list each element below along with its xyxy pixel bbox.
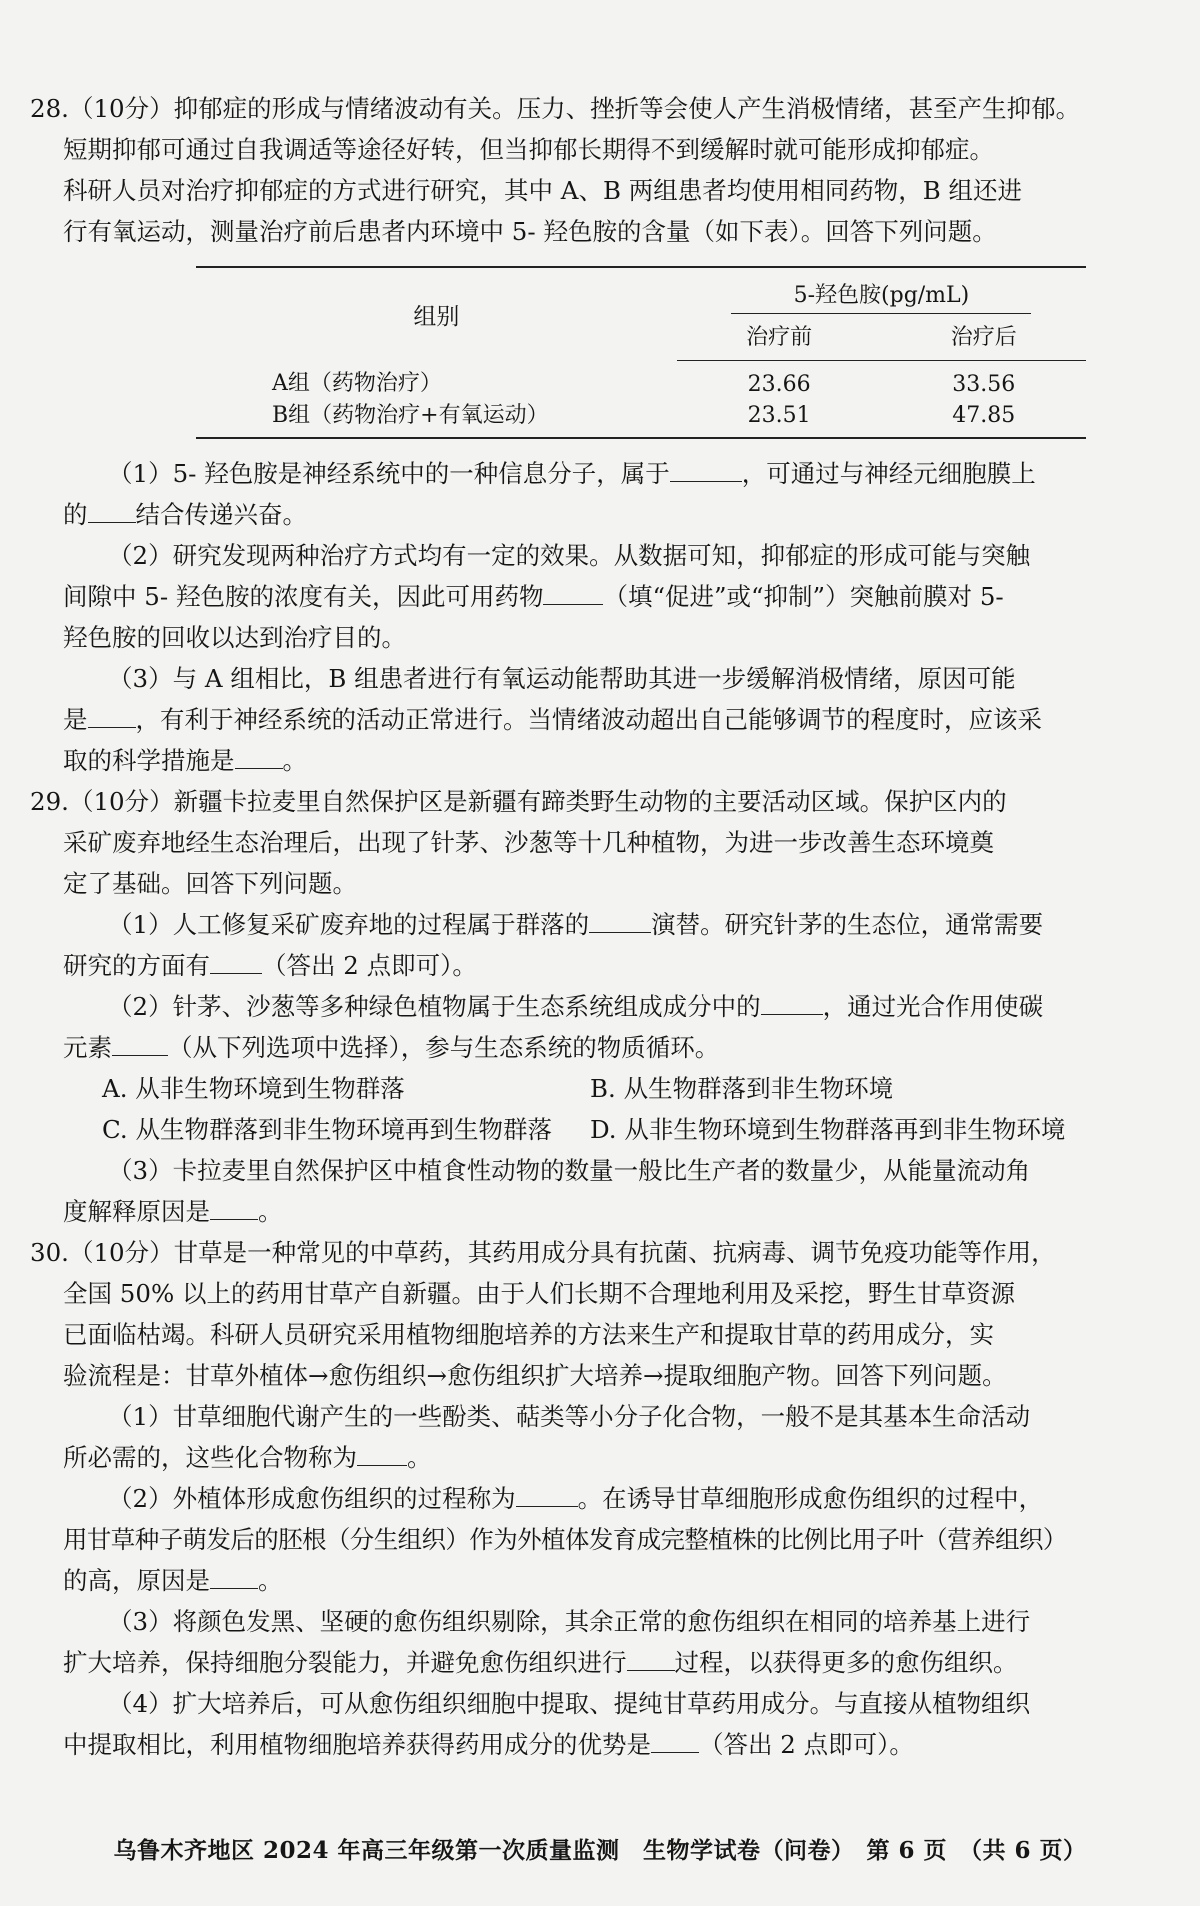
q28-sub-1: （1）5- 羟色胺是神经系统中的一种信息分子，属于 ，可通过与神经元细胞膜上 (108, 458, 1036, 488)
q30-stem-line-3: 已面临枯竭。科研人员研究采用植物细胞培养的方法来生产和提取甘草的药用成分，实 (63, 1319, 994, 1349)
q28-stem-line-1: 28.（10分）抑郁症的形成与情绪波动有关。压力、挫折等会使人产生消极情绪，甚至产生抑郁。 (30, 94, 1081, 123)
answer-blank[interactable] (88, 707, 136, 728)
q30-sub-1: （1）甘草细胞代谢产生的一些酚类、萜类等小分子化合物，一般不是其基本生命活动 (108, 1401, 1031, 1431)
answer-blank[interactable] (210, 1568, 258, 1589)
table-header-serotonin: 5-羟色胺(pg/mL) (731, 278, 1031, 314)
page-footer: 乌鲁木齐地区 2024 年高三年级第一次质量监测 生物学试卷（问卷） 第 6 页 （共 6 页） (113, 1837, 1087, 1864)
q28-stem-line-2: 短期抑郁可通过自我调适等途径好转，但当抑郁长期得不到缓解时就可能形成抑郁症。 (63, 135, 994, 164)
option-c: C. 从生物群落到非生物环境再到生物群落 (102, 1114, 552, 1144)
answer-blank[interactable] (670, 461, 742, 482)
answer-blank[interactable] (235, 748, 283, 769)
table-header-after: 治疗后 (881, 314, 1086, 360)
q29-stem-line-2: 采矿废弃地经生态治理后，出现了针茅、沙葱等十几种植物，为进一步改善生态环境奠 (63, 827, 994, 857)
q29-stem-line-3: 定了基础。回答下列问题。 (63, 868, 357, 898)
question-30: 30.（10分）甘草是一种常见的中草药，其药用成分具有抗菌、抗病毒、调节免疫功能等作用， 全国 50% 以上的药用甘草产自新疆。由于人们长期不合理地利用及采挖，野生甘草资源 已面临枯竭。科研人员研究采用植物细胞培养的方法来生产和提取甘草的药用成分，实 验流程是：甘草外植体→愈伤组织→愈伤组织扩大培养→提取细胞产物。回答下列问题。 （1）甘草细胞代谢产生的一些酚类、萜类等小分子化合物，一般不是其基本生命活动 所必需的，这些化合物称为 。 （2）外植体形成愈伤组织的过程称为 。在诱导甘草细胞形成愈伤组织的过程中， 用甘草种子萌发后的胚根（分生组织）作为外植体发育成完整植株的比例比用子叶（营养组织） 的高，原因是 。 （3）将颜色发黑、坚硬的愈伤组织剔除，其余正常的愈伤组织在相同的培养基上进行 扩大培养，保持细胞分裂能力，并避免愈伤组织进行 过程，以获得更多的愈伤组织。 （4）扩大培养后，可从愈伤组织细胞中提取、提纯甘草药用成分。与直接从植物组织 中提取相比，利用植物细胞培养获得药用成分的优势是 （答出 2 点即可）。 (30, 1232, 1154, 1765)
table-header-before: 治疗前 (677, 314, 882, 360)
q30-sub-2: （2）外植体形成愈伤组织的过程称为 。在诱导甘草细胞形成愈伤组织的过程中， (108, 1483, 1044, 1513)
answer-blank[interactable] (627, 1650, 675, 1671)
table-row (196, 360, 1086, 400)
answer-blank[interactable] (651, 1732, 699, 1753)
table-cell-before: 23.51 (677, 400, 882, 438)
q29-sub-2: （2）针茅、沙葱等多种绿色植物属于生态系统组成成分中的 ，通过光合作用使碳 (108, 991, 1044, 1021)
table-cell-group: B组（药物治疗+有氧运动） (196, 400, 677, 438)
q30-sub-4: （4）扩大培养后，可从愈伤组织细胞中提取、提纯甘草药用成分。与直接从植物组织 (108, 1688, 1031, 1718)
q29-sub-3: （3）卡拉麦里自然保护区中植食性动物的数量一般比生产者的数量少，从能量流动角 (108, 1155, 1031, 1185)
q30-sub-3: （3）将颜色发黑、坚硬的愈伤组织剔除，其余正常的愈伤组织在相同的培养基上进行 (108, 1606, 1031, 1636)
table-cell-group: A组（药物治疗） (272, 371, 442, 397)
answer-blank[interactable] (112, 1035, 168, 1056)
table-cell-before: 23.66 (747, 371, 811, 397)
answer-blank[interactable] (210, 953, 262, 974)
q30-stem-line-4: 验流程是：甘草外植体→愈伤组织→愈伤组织扩大培养→提取细胞产物。回答下列问题。 (63, 1360, 1007, 1390)
option-d: D. 从非生物环境到生物群落再到非生物环境 (590, 1114, 1066, 1144)
table-cell-after: 33.56 (952, 371, 1016, 397)
q29-stem-line-1: 29.（10分）新疆卡拉麦里自然保护区是新疆有蹄类野生动物的主要活动区域。保护区内的 (30, 786, 1007, 816)
answer-blank[interactable] (761, 994, 823, 1015)
answer-blank[interactable] (516, 1486, 578, 1507)
option-b: B. 从生物群落到非生物环境 (590, 1073, 894, 1103)
q29-options-row-2 (30, 1109, 1154, 1150)
q29-options-row-1 (30, 1068, 1154, 1109)
q28-stem-line-4: 行有氧运动，测量治疗前后患者内环境中 5- 羟色胺的含量（如下表）。回答下列问题。 (63, 217, 997, 246)
table-row (196, 400, 1086, 438)
question-29: 29.（10分）新疆卡拉麦里自然保护区是新疆有蹄类野生动物的主要活动区域。保护区内的 采矿废弃地经生态治理后，出现了针茅、沙葱等十几种植物，为进一步改善生态环境奠 定了基础。回答下列问题。 （1）人工修复采矿废弃地的过程属于群落的 演替。研究针茅的生态位，通常需要 研究的方面有 （答出 2 点即可）。 （2）针茅、沙葱等多种绿色植物属于生态系统组成成分中的 ，通过光合作用使碳 元素 （从下列选项中选择），参与生态系统的物质循环。 A. 从非生物环境到生物群落 B. 从生物群落到非生物环境 C. 从生物群落到非生物环境再到生物群落 D. 从非生物环境到生物群落再到非生物环境 （3）卡拉麦里自然保护区中植食性动物的数量一般比生产者的数量少，从能量流动角 度解释原因是 。 (30, 781, 1154, 1232)
answer-blank[interactable] (88, 502, 136, 523)
table-header-group: 组别 (413, 303, 460, 330)
answer-blank[interactable] (210, 1199, 258, 1220)
q28-stem-line-3: 科研人员对治疗抑郁症的方式进行研究，其中 A、B 两组患者均使用相同药物，B 组还进 (63, 176, 1023, 205)
question-28: 28.（10分）抑郁症的形成与情绪波动有关。压力、挫折等会使人产生消极情绪，甚至产生抑郁。 短期抑郁可通过自我调适等途径好转，但当抑郁长期得不到缓解时就可能形成抑郁症。 科研人员对治疗抑郁症的方式进行研究，其中 A、B 两组患者均使用相同药物，B 组还进 行有氧运动，测量治疗前后患者内环境中 5- 羟色胺的含量（如下表）。回答下列问题。 组别 5-羟色胺(pg/mL) 治疗前 治疗后 A组（药物治疗） 23.66 33.56 B组（药物治疗+有氧运动） 23.51 47.85 （1）5- 羟色胺是神经系统中的一种信息分子，属于 ，可通过与神经元细胞膜上 的 结合传递兴奋。 （2）研究发现两种治疗方式均有一定的效果。从数据可知，抑郁症的形成可能与突触 间隙中 5- 羟色胺的浓度有关，因此可用药物 （填“促进”或“抑制”）突触前膜对 5- 羟色胺的回收以达到治疗目的。 （3）与 A 组相比，B 组患者进行有氧运动能帮助其进一步缓解消极情绪，原因可能 是 ，有利于神经系统的活动正常进行。当情绪波动超出自己能够调节的程度时，应该采 取的科学措施是 。 (30, 88, 1154, 781)
q28-sub-3: （3）与 A 组相比，B 组患者进行有氧运动能帮助其进一步缓解消极情绪，原因可能 (108, 663, 1016, 693)
answer-blank[interactable] (589, 912, 651, 933)
option-a: A. 从非生物环境到生物群落 (102, 1073, 405, 1103)
serotonin-table (196, 266, 1086, 439)
q28-sub-2: （2）研究发现两种治疗方式均有一定的效果。从数据可知，抑郁症的形成可能与突触 (108, 540, 1031, 570)
table-cell-after: 47.85 (881, 400, 1086, 438)
q30-stem-line-1: 30.（10分）甘草是一种常见的中草药，其药用成分具有抗菌、抗病毒、调节免疫功能等作用， (30, 1237, 1056, 1267)
answer-blank[interactable] (543, 584, 603, 605)
q29-sub-1: （1）人工修复采矿废弃地的过程属于群落的 演替。研究针茅的生态位，通常需要 (108, 909, 1044, 939)
answer-blank[interactable] (357, 1445, 407, 1466)
q30-stem-line-2: 全国 50% 以上的药用甘草产自新疆。由于人们长期不合理地利用及采挖，野生甘草资源 (63, 1278, 1016, 1308)
